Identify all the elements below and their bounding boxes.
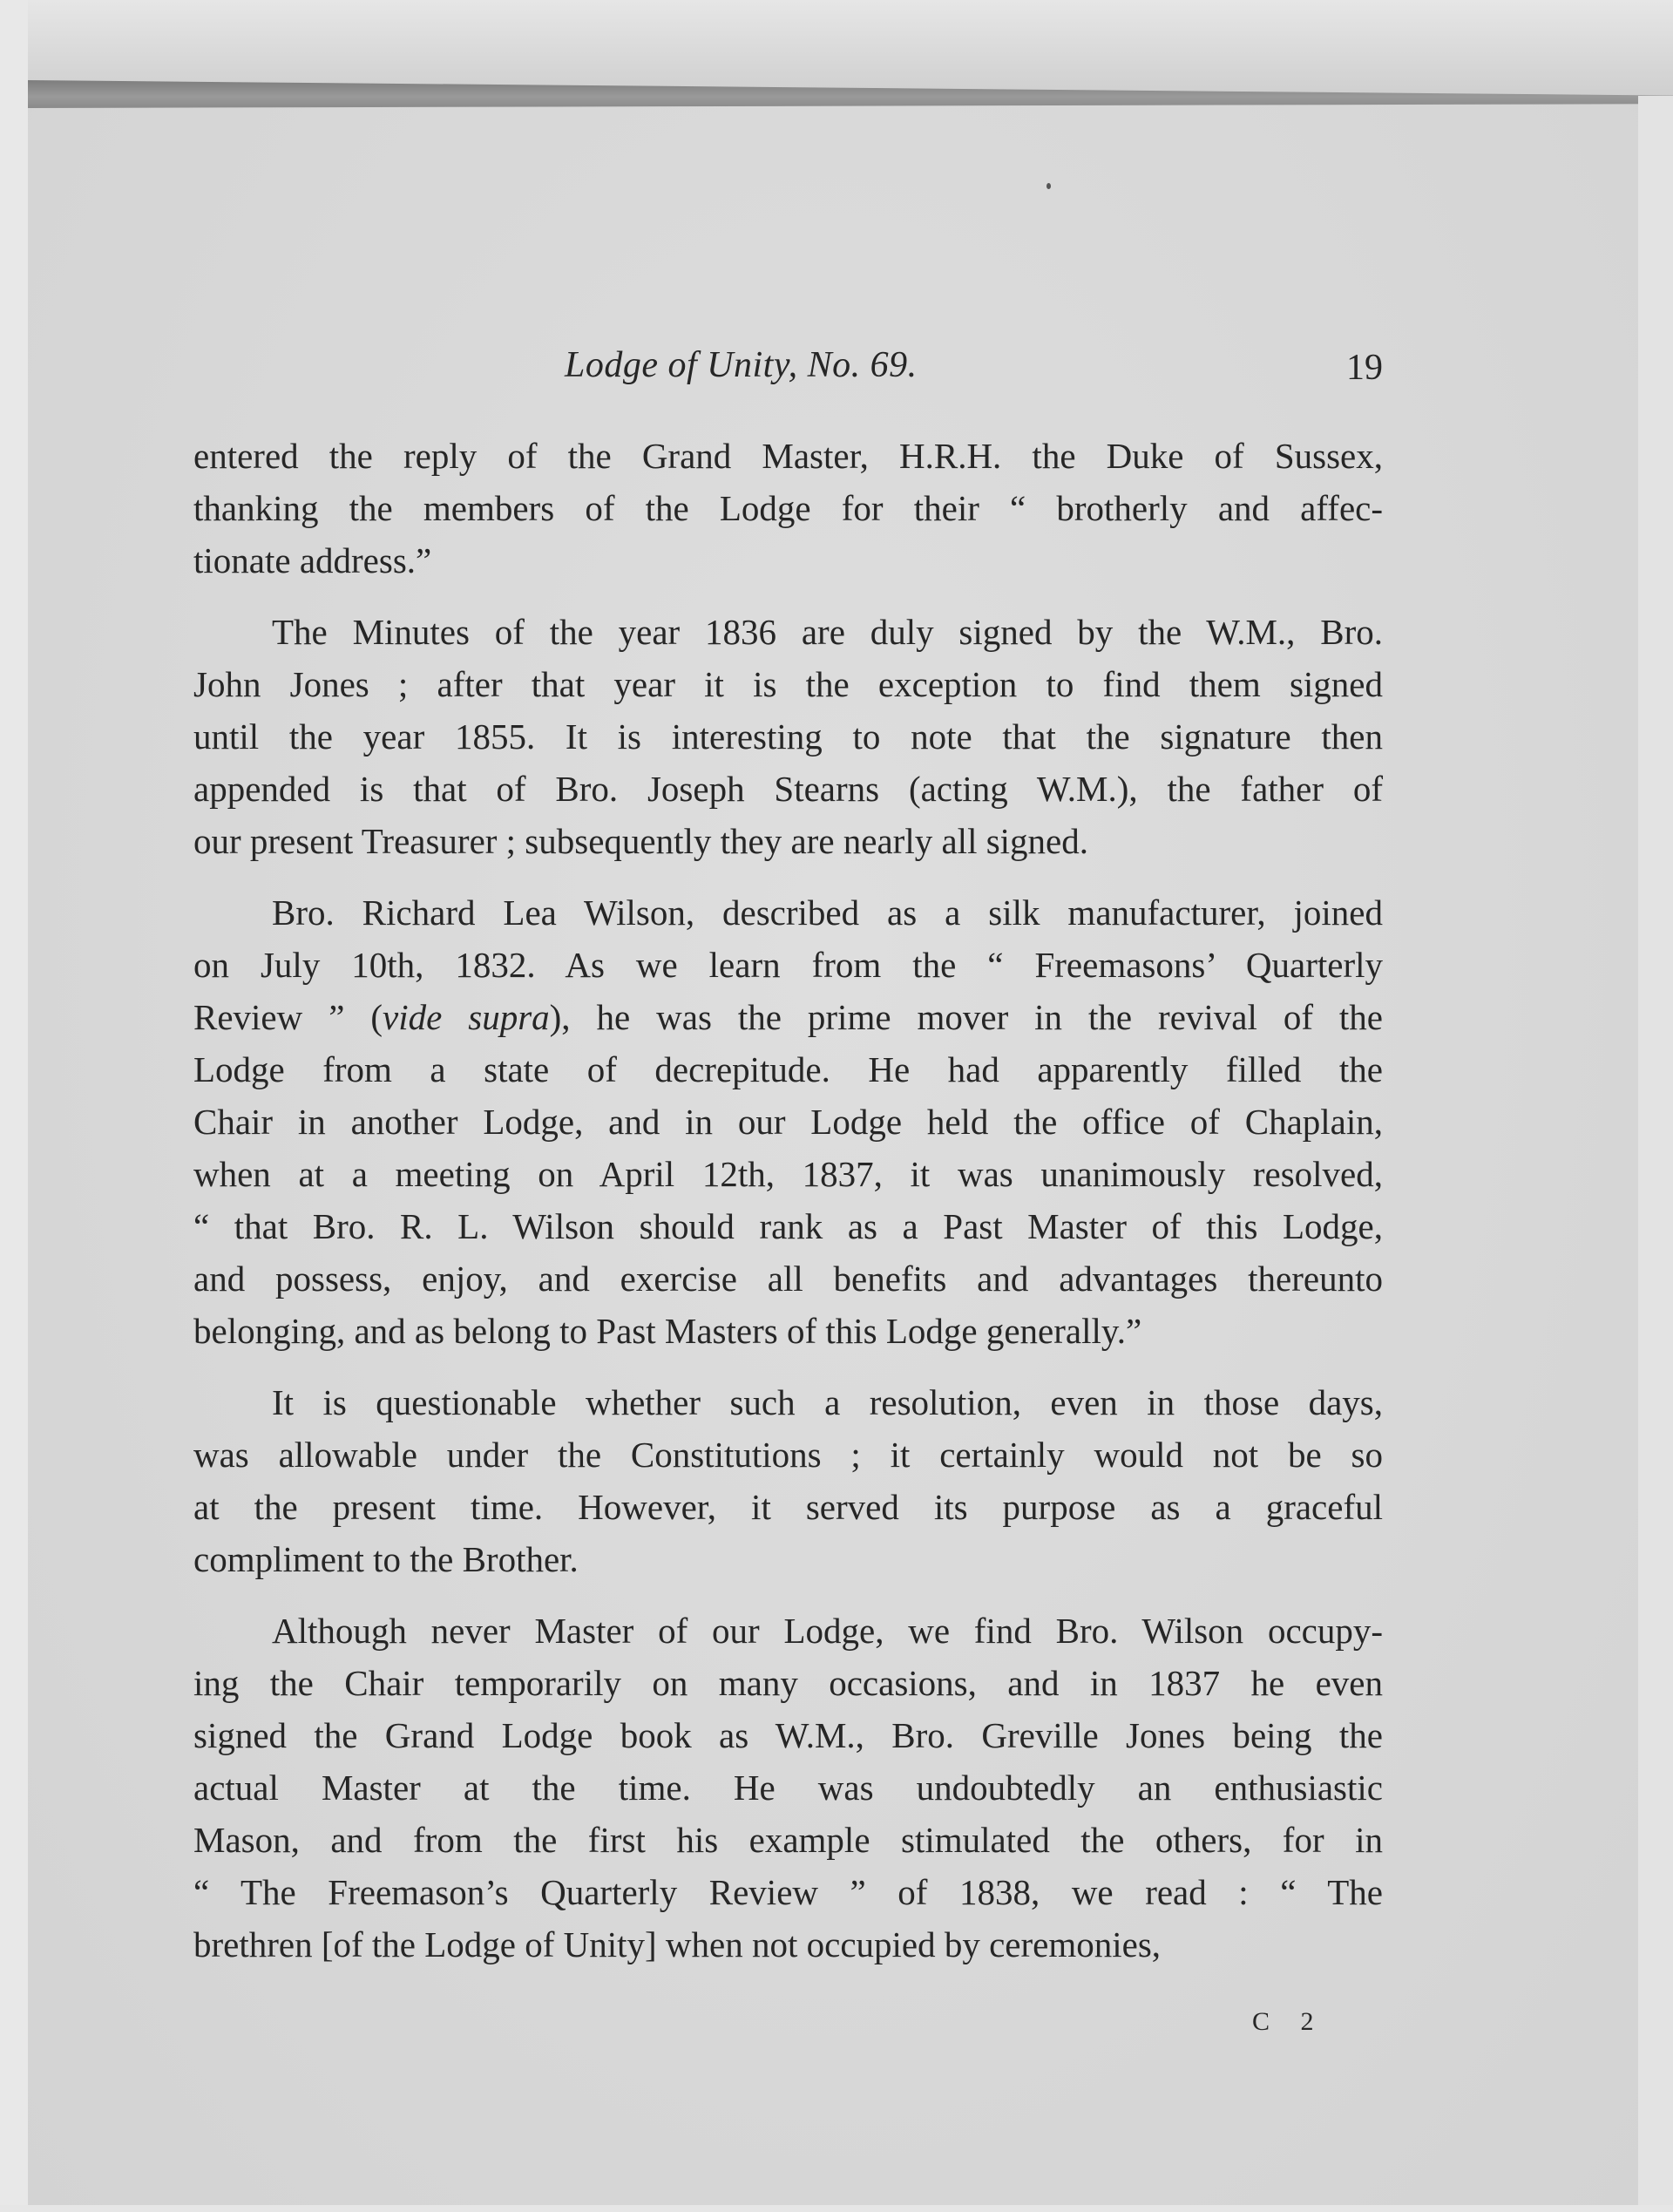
text-line: and possess, enjoy, and exercise all benefits and advantages thereunto <box>193 1259 1383 1299</box>
paragraph <box>193 1376 1383 1585</box>
text-line: compliment to the Brother. <box>193 1539 579 1579</box>
text-line <box>193 991 1383 1043</box>
text-line: entered the reply of the Grand Master, H.R.H. the Duke of Sussex, <box>193 436 1383 476</box>
text-line: “ that Bro. R. L. Wilson should rank as a Past Master of this Lodge, <box>193 1206 1383 1246</box>
text-line: on July 10th, 1832. As we learn from the “ Freemasons’ Quarterly <box>193 945 1383 985</box>
text-line: was allowable under the Constitutions ; it certainly would not be so <box>193 1435 1383 1475</box>
text-line: It is questionable whether such a resolution, even in those days, <box>272 1382 1383 1422</box>
text-line: our present Treasurer ; subsequently they are nearly all signed. <box>193 821 1089 861</box>
page-number: 19 <box>1346 348 1383 388</box>
italic-phrase: vide supra <box>383 997 550 1037</box>
text-line: when at a meeting on April 12th, 1837, it was unanimously resolved, <box>193 1154 1383 1194</box>
scan-bottom-margin <box>0 2205 1673 2212</box>
text-line: Bro. Richard Lea Wilson, described as a silk manufacturer, joined <box>272 892 1383 933</box>
text-segment: Review ” ( <box>193 997 383 1037</box>
text-line: The Minutes of the year 1836 are duly signed by the W.M., Bro. <box>272 612 1383 652</box>
text-segment: ), he was the prime mover in the revival of the <box>549 997 1384 1037</box>
text-line: actual Master at the time. He was undoubtedly an enthusiastic <box>193 1768 1383 1808</box>
paragraph <box>193 430 1383 587</box>
text-line: Lodge from a state of decrepitude. He had apparently filled the <box>193 1049 1383 1089</box>
paragraph <box>193 886 1383 1357</box>
text-line: Chair in another Lodge, and in our Lodge held the office of Chaplain, <box>193 1102 1383 1142</box>
text-line: Mason, and from the first his example stimulated the others, for in <box>193 1820 1383 1860</box>
text-line: appended is that of Bro. Joseph Stearns (acting W.M.), the father of <box>193 769 1383 809</box>
text-line: until the year 1855. It is interesting to note that the signature then <box>193 716 1383 757</box>
paragraph <box>193 1605 1383 1971</box>
text-line: thanking the members of the Lodge for their “ brotherly and affec- <box>193 488 1383 528</box>
text-line: ing the Chair temporarily on many occasions, and in 1837 he even <box>193 1663 1383 1703</box>
paragraph <box>193 606 1383 867</box>
scan-top-margin <box>0 0 1673 96</box>
text-line: “ The Freemason’s Quarterly Review ” of 1838, we read : “ The <box>193 1872 1383 1912</box>
scan-right-margin <box>1638 96 1673 2212</box>
text-line: John Jones ; after that year it is the exception to find them signed <box>193 664 1383 704</box>
scan-left-edge <box>0 0 28 2212</box>
text-line: Although never Master of our Lodge, we find Bro. Wilson occupy- <box>272 1611 1383 1651</box>
text-line: signed the Grand Lodge book as W.M., Bro. Greville Jones being the <box>193 1715 1383 1755</box>
text-line: at the present time. However, it served its purpose as a graceful <box>193 1487 1383 1527</box>
text-line: brethren [of the Lodge of Unity] when not occupied by ceremonies, <box>193 1924 1162 1964</box>
body-text <box>193 430 1383 1990</box>
running-title: Lodge of Unity, No. 69. <box>565 345 918 385</box>
text-line: belonging, and as belong to Past Masters of this Lodge generally.” <box>193 1311 1142 1351</box>
ink-speck <box>1046 183 1051 189</box>
signature-mark: C 2 <box>1252 2007 1326 2036</box>
text-line: tionate address.” <box>193 540 432 580</box>
